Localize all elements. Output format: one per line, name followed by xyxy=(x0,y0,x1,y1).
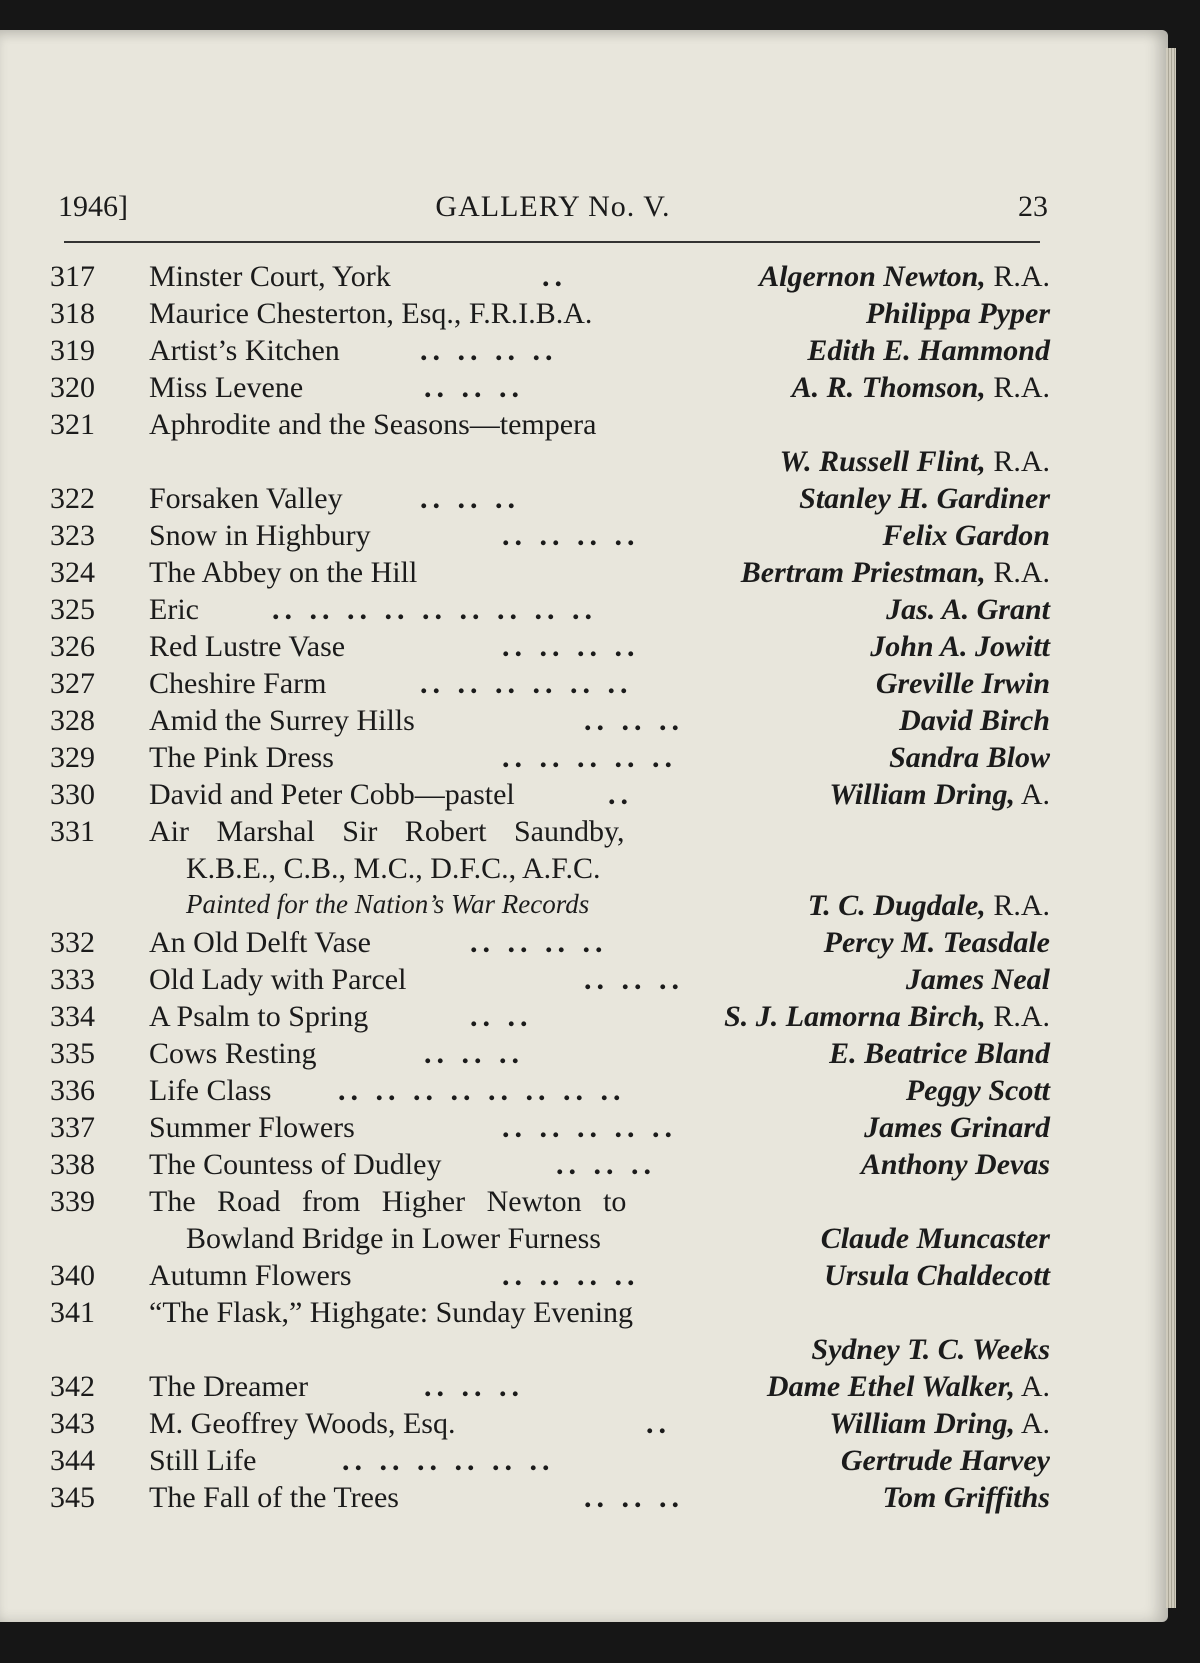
header-rule xyxy=(64,241,1040,243)
entry-number: 339 xyxy=(50,1185,95,1218)
entry-title: Cows Resting xyxy=(149,1037,317,1070)
entry-number: 327 xyxy=(50,667,95,700)
entry-title: “The Flask,” Highgate: Sunday Evening xyxy=(149,1296,634,1329)
list-item xyxy=(50,1444,1050,1481)
list-item xyxy=(50,408,1050,445)
list-item xyxy=(50,1000,1050,1037)
entry-number: 326 xyxy=(50,630,95,663)
list-item xyxy=(50,519,1050,556)
leader-dots: .. xyxy=(646,1407,671,1440)
entry-artist: Stanley H. Gardiner xyxy=(799,482,1050,515)
list-item xyxy=(50,482,1050,519)
entry-number: 341 xyxy=(50,1296,95,1329)
entry-number: 330 xyxy=(50,778,95,811)
entry-number: 320 xyxy=(50,371,95,404)
entry-artist: William Dring, A. xyxy=(829,1407,1050,1440)
entry-number: 340 xyxy=(50,1259,95,1292)
entry-title: Miss Levene xyxy=(149,371,304,404)
leader-dots: .. .. .. .. xyxy=(502,519,640,552)
entry-artist: Ursula Chaldecott xyxy=(824,1259,1050,1292)
entry-title: Forsaken Valley xyxy=(149,482,343,515)
entry-number: 322 xyxy=(50,482,95,515)
entry-artist: A. R. Thomson, R.A. xyxy=(791,371,1050,404)
entry-number: 338 xyxy=(50,1148,95,1181)
list-item xyxy=(50,630,1050,667)
list-item xyxy=(50,556,1050,593)
entry-number: 323 xyxy=(50,519,95,552)
entry-number: 319 xyxy=(50,334,95,367)
list-item-continuation xyxy=(50,445,1050,482)
entry-title: Artist’s Kitchen xyxy=(149,334,340,367)
entry-number: 343 xyxy=(50,1407,95,1440)
header-page-number: 23 xyxy=(1018,190,1048,223)
entry-artist: Sydney T. C. Weeks xyxy=(811,1333,1050,1366)
entry-artist: James Neal xyxy=(905,963,1050,996)
entry-number: 325 xyxy=(50,593,95,626)
entry-artist: William Dring, A. xyxy=(829,778,1050,811)
list-item xyxy=(50,1185,1050,1222)
entry-artist: James Grinard xyxy=(864,1111,1050,1144)
entry-artist: Philippa Pyper xyxy=(865,297,1050,330)
entry-artist: Jas. A. Grant xyxy=(886,593,1050,626)
entry-title-continuation: K.B.E., C.B., M.C., D.F.C., A.F.C. xyxy=(186,852,601,885)
entry-number: 333 xyxy=(50,963,95,996)
leader-dots: .. .. .. .. xyxy=(470,926,608,959)
leader-dots: .. .. .. xyxy=(420,482,520,515)
entry-title: M. Geoffrey Woods, Esq. xyxy=(149,1407,456,1440)
list-item xyxy=(50,667,1050,704)
entry-number: 342 xyxy=(50,1370,95,1403)
entry-artist: Anthony Devas xyxy=(860,1148,1050,1181)
entry-title: Aphrodite and the Seasons—tempera xyxy=(149,408,597,441)
list-item xyxy=(50,1370,1050,1407)
entry-title: Cheshire Farm xyxy=(149,667,327,700)
leader-dots: .. .. .. xyxy=(584,704,684,737)
entry-number: 337 xyxy=(50,1111,95,1144)
list-item xyxy=(50,778,1050,815)
list-item-continuation xyxy=(50,852,1050,889)
catalogue-page xyxy=(0,30,1168,1622)
list-item xyxy=(50,926,1050,963)
list-item xyxy=(50,260,1050,297)
entry-number: 321 xyxy=(50,408,95,441)
entry-number: 329 xyxy=(50,741,95,774)
entry-number: 331 xyxy=(50,815,95,848)
entry-number: 318 xyxy=(50,297,95,330)
entry-artist: Edith E. Hammond xyxy=(807,334,1050,367)
entry-title-continuation: Bowland Bridge in Lower Furness xyxy=(186,1222,601,1255)
list-item-continuation xyxy=(50,1333,1050,1370)
list-item xyxy=(50,1074,1050,1111)
entry-number: 334 xyxy=(50,1000,95,1033)
list-item xyxy=(50,1407,1050,1444)
leader-dots: .. .. .. .. .. xyxy=(502,741,677,774)
list-item xyxy=(50,815,1050,852)
entry-title: Amid the Surrey Hills xyxy=(149,704,415,737)
entry-artist: Greville Irwin xyxy=(875,667,1050,700)
entry-artist: Dame Ethel Walker, A. xyxy=(766,1370,1050,1403)
entry-title: The Road from Higher Newton to xyxy=(149,1185,627,1218)
list-item xyxy=(50,1481,1050,1518)
entry-number: 345 xyxy=(50,1481,95,1514)
list-item xyxy=(50,1148,1050,1185)
page-stack-edge xyxy=(1166,48,1176,1608)
list-item xyxy=(50,1111,1050,1148)
entry-title: Eric xyxy=(149,593,199,626)
entry-note: Painted for the Nation’s War Records xyxy=(186,889,590,919)
entry-title: An Old Delft Vase xyxy=(149,926,371,959)
list-item-continuation xyxy=(50,1222,1050,1259)
leader-dots: .. .. .. .. .. .. xyxy=(342,1444,555,1477)
entry-title: The Countess of Dudley xyxy=(149,1148,442,1181)
entry-title: Minster Court, York xyxy=(149,260,391,293)
entry-artist: Claude Muncaster xyxy=(820,1222,1050,1255)
header-year: 1946] xyxy=(58,190,128,223)
leader-dots: .. .. .. .. xyxy=(420,334,558,367)
list-item xyxy=(50,334,1050,371)
entry-artist: Felix Gardon xyxy=(882,519,1050,552)
entry-artist: Algernon Newton, R.A. xyxy=(759,260,1050,293)
entry-title: Air Marshal Sir Robert Saundby, xyxy=(149,815,625,848)
list-item xyxy=(50,1296,1050,1333)
list-item xyxy=(50,704,1050,741)
entry-artist: T. C. Dugdale, R.A. xyxy=(807,889,1050,922)
entry-artist: Sandra Blow xyxy=(889,741,1050,774)
entry-number: 332 xyxy=(50,926,95,959)
entry-title: The Abbey on the Hill xyxy=(149,556,418,589)
leader-dots: .. .. .. .. .. xyxy=(502,1111,677,1144)
list-item xyxy=(50,297,1050,334)
list-item xyxy=(50,741,1050,778)
entry-title: Old Lady with Parcel xyxy=(149,963,407,996)
entry-title: The Dreamer xyxy=(149,1370,309,1403)
list-item xyxy=(50,963,1050,1000)
entry-artist: Gertrude Harvey xyxy=(840,1444,1050,1477)
page-header xyxy=(58,190,1048,230)
entry-artist: S. J. Lamorna Birch, R.A. xyxy=(724,1000,1050,1033)
list-item xyxy=(50,1037,1050,1074)
entry-artist: W. Russell Flint, R.A. xyxy=(779,445,1050,478)
leader-dots: .. xyxy=(608,778,633,811)
entry-number: 344 xyxy=(50,1444,95,1477)
entry-artist: Bertram Priestman, R.A. xyxy=(740,556,1050,589)
entry-list xyxy=(50,260,1050,1518)
leader-dots: .. .. xyxy=(470,1000,533,1033)
entry-artist: John A. Jowitt xyxy=(870,630,1050,663)
entry-artist: E. Beatrice Bland xyxy=(829,1037,1050,1070)
entry-title: A Psalm to Spring xyxy=(149,1000,369,1033)
entry-artist: Peggy Scott xyxy=(905,1074,1050,1107)
entry-number: 317 xyxy=(50,260,95,293)
entry-artist: Percy M. Teasdale xyxy=(823,926,1050,959)
entry-title: David and Peter Cobb—pastel xyxy=(149,778,515,811)
header-title: GALLERY No. V. xyxy=(435,190,671,223)
leader-dots: .. .. .. .. .. .. .. .. .. xyxy=(272,593,597,626)
leader-dots: .. .. .. xyxy=(424,1037,524,1070)
entry-title: Life Class xyxy=(149,1074,272,1107)
leader-dots: .. .. .. xyxy=(584,1481,684,1514)
list-item xyxy=(50,1259,1050,1296)
entry-number: 328 xyxy=(50,704,95,737)
list-item xyxy=(50,593,1050,630)
leader-dots: .. .. .. xyxy=(424,1370,524,1403)
entry-title: Snow in Highbury xyxy=(149,519,371,552)
entry-title: Red Lustre Vase xyxy=(149,630,346,663)
leader-dots: .. .. .. xyxy=(424,371,524,404)
entry-title: The Pink Dress xyxy=(149,741,334,774)
leader-dots: .. .. .. xyxy=(584,963,684,996)
leader-dots: .. .. .. .. .. .. xyxy=(420,667,633,700)
leader-dots: .. xyxy=(542,260,567,293)
entry-number: 336 xyxy=(50,1074,95,1107)
list-item xyxy=(50,371,1050,408)
leader-dots: .. .. .. .. .. .. .. .. xyxy=(338,1074,626,1107)
leader-dots: .. .. .. .. xyxy=(502,630,640,663)
entry-title: Autumn Flowers xyxy=(149,1259,352,1292)
entry-title: Still Life xyxy=(149,1444,257,1477)
entry-title: The Fall of the Trees xyxy=(149,1481,399,1514)
entry-title: Summer Flowers xyxy=(149,1111,355,1144)
list-item-continuation xyxy=(50,889,1050,926)
entry-number: 335 xyxy=(50,1037,95,1070)
entry-title: Maurice Chesterton, Esq., F.R.I.B.A. xyxy=(149,297,593,330)
leader-dots: .. .. .. xyxy=(556,1148,656,1181)
entry-artist: David Birch xyxy=(899,704,1050,737)
entry-number: 324 xyxy=(50,556,95,589)
entry-artist: Tom Griffiths xyxy=(882,1481,1050,1514)
leader-dots: .. .. .. .. xyxy=(502,1259,640,1292)
